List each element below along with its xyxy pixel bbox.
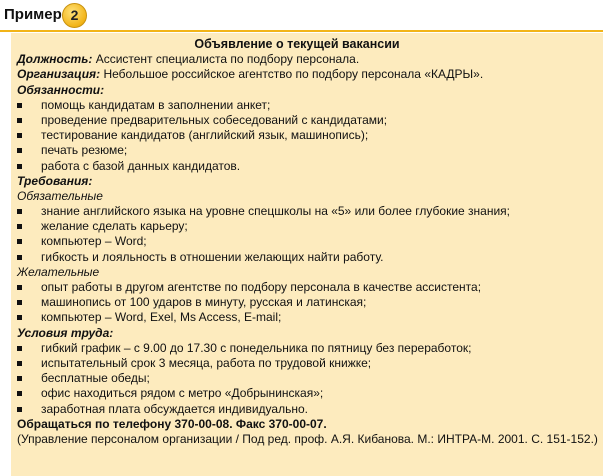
bullet-icon	[17, 164, 22, 169]
bullet-icon	[17, 209, 22, 214]
example-title: Пример	[4, 6, 62, 23]
list-item	[17, 386, 599, 401]
list-item-text: заработная плата обсуждается индивидуально.	[41, 401, 308, 416]
source-reference: (Управление персоналом организации / Под ред. проф. А.Я. Кибанова. М.: ИНТРА-М. 2001. С. 151-152.)	[17, 431, 598, 446]
bullet-icon	[17, 255, 22, 260]
list-item	[17, 234, 599, 249]
list-item	[17, 402, 599, 417]
list-item-text: желание сделать карьеру;	[41, 219, 188, 234]
bullet-icon	[17, 300, 22, 305]
list-item	[17, 159, 599, 174]
bullet-icon	[17, 361, 22, 366]
position-label: Должность:	[17, 52, 93, 67]
example-header	[0, 0, 603, 32]
list-item-text: испытательный срок 3 месяца, работа по трудовой книжке;	[41, 355, 372, 370]
contact-line: Обращаться по телефону 370-00-08. Факс 370-00-07.	[17, 416, 327, 431]
organization-value: Небольшое российское агентство по подбору персонала «КАДРЫ».	[103, 67, 484, 82]
list-item	[17, 128, 599, 143]
list-item	[17, 113, 599, 128]
list-item	[17, 98, 599, 113]
list-item	[17, 310, 599, 325]
position-value: Ассистент специалиста по подбору персонала.	[95, 52, 360, 67]
bullet-icon	[17, 133, 22, 138]
list-item-text: гибкий график – с 9.00 до 17.30 с понедельника по пятницу без переработок;	[41, 340, 472, 355]
desirable-subheading: Желательные	[17, 264, 100, 279]
header-divider	[0, 30, 603, 32]
list-item-text: бесплатные обеды;	[41, 371, 150, 386]
list-item-text: офис находиться рядом с метро «Добрынинская»;	[41, 386, 324, 401]
list-item-text: работа с базой данных кандидатов.	[41, 158, 241, 173]
list-item-text: опыт работы в другом агентстве по подбору персонала в качестве ассистента;	[41, 280, 482, 294]
bullet-icon	[17, 118, 22, 123]
list-item	[17, 250, 599, 265]
bullet-icon	[17, 285, 22, 290]
list-item-text: компьютер – Word;	[41, 234, 147, 249]
bullet-icon	[17, 346, 22, 351]
list-item-text: компьютер – Word, Exel, Ms Access, E-mail;	[41, 310, 282, 325]
bullet-icon	[17, 407, 22, 412]
organization-label: Организация:	[17, 67, 101, 82]
list-item	[17, 295, 599, 310]
bullet-icon	[17, 148, 22, 153]
list-item	[17, 219, 599, 234]
list-item-text: машинопись от 100 ударов в минуту, русская и латинская;	[41, 295, 367, 310]
position-row	[17, 52, 599, 67]
list-item-text: проведение предварительных собеседований с кандидатами;	[41, 112, 388, 127]
document-title: Объявление о текущей вакансии	[194, 37, 400, 51]
list-item-text: тестирование кандидатов (английский язык, машинопись);	[41, 128, 369, 143]
list-item	[17, 356, 599, 371]
bullet-icon	[17, 224, 22, 229]
job-ad-document	[17, 37, 599, 447]
list-item-text: гибкость и лояльность в отношении желающих найти работу.	[41, 249, 384, 264]
example-number-badge: 2	[62, 3, 87, 28]
list-item-text: печать резюме;	[41, 143, 128, 158]
list-item-text: знание английского языка на уровне спецшколы на «5» или более глубокие знания;	[41, 204, 510, 219]
organization-row	[17, 67, 599, 82]
list-item	[17, 371, 599, 386]
conditions-heading: Условия труда:	[17, 325, 114, 340]
list-item	[17, 143, 599, 158]
list-item-text: помощь кандидатам в заполнении анкет;	[41, 97, 271, 112]
bullet-icon	[17, 315, 22, 320]
list-item	[17, 280, 599, 295]
mandatory-subheading: Обязательные	[17, 188, 103, 203]
bullet-icon	[17, 376, 22, 381]
bullet-icon	[17, 239, 22, 244]
bullet-icon	[17, 103, 22, 108]
list-item	[17, 341, 599, 356]
list-item	[17, 204, 599, 219]
bullet-icon	[17, 391, 22, 396]
duties-heading: Обязанности:	[17, 82, 105, 97]
requirements-heading: Требования:	[17, 173, 93, 188]
